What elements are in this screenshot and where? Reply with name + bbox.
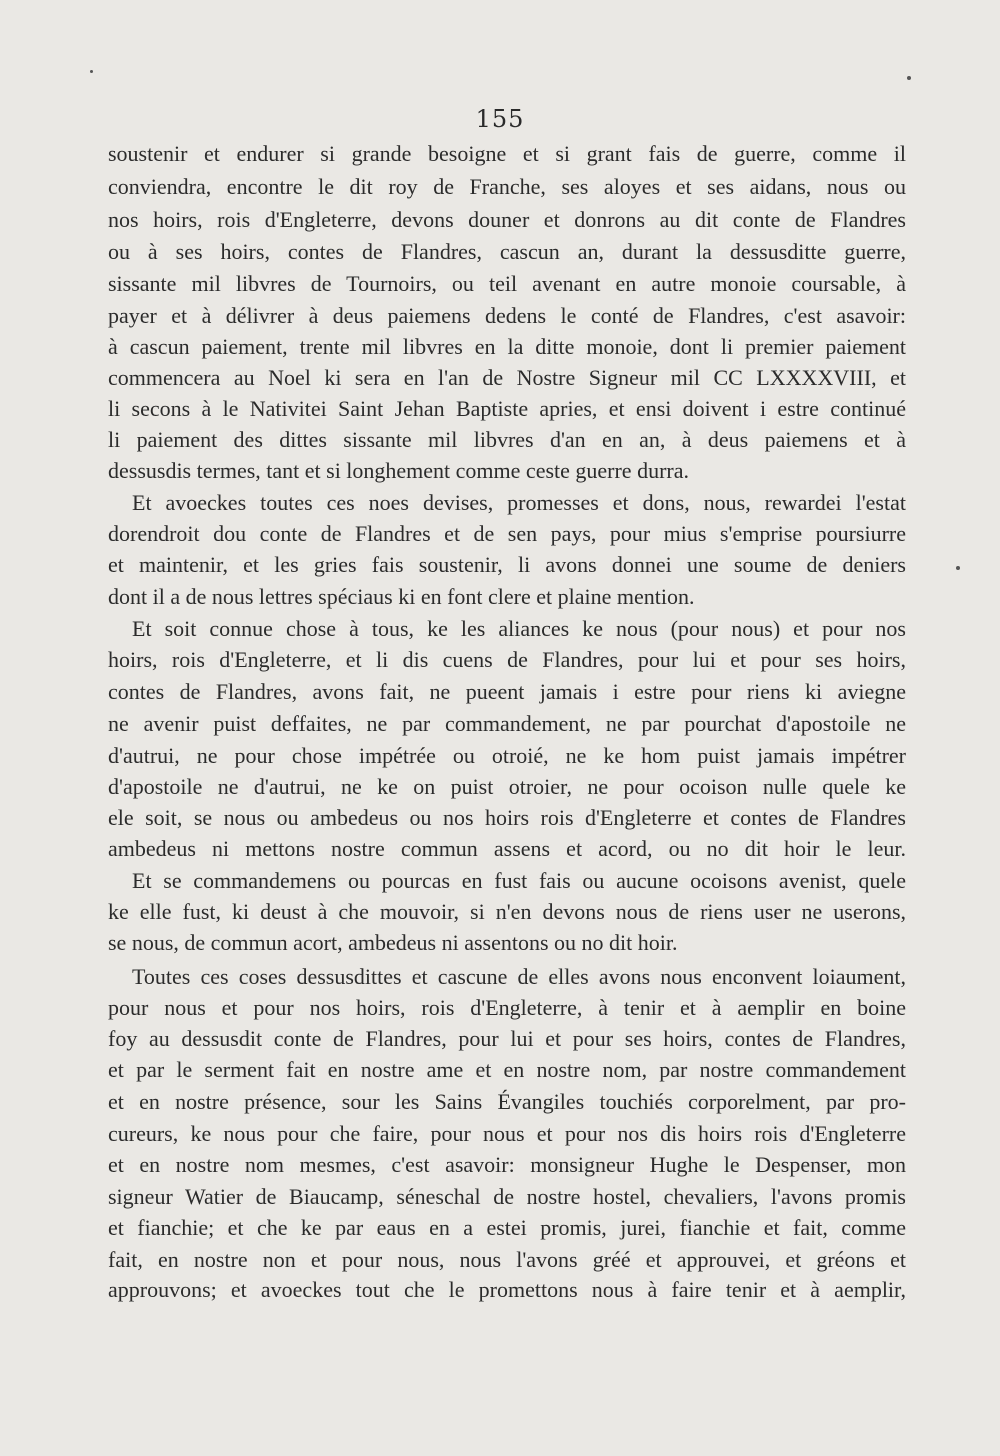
text-line: dessusdis termes, tant et si longhement comme ceste guerre durra. [108, 458, 689, 483]
text-line: et par le serment fait en nostre ame et en nostre nom, par nostre commandement [108, 1057, 906, 1082]
text-line: dont il a de nous lettres spéciaus ki en font clere et plaine mention. [108, 584, 695, 609]
text-line: hoirs, rois d'Engleterre, et li dis cuens de Flandres, pour lui et pour ses hoirs, [108, 647, 906, 672]
text-line: payer et à délivrer à deus paiemens dedens le conté de Flandres, c'est asavoir: [108, 303, 906, 328]
text-line: conviendra, encontre le dit roy de Franche, ses aloyes et ses aidans, nous ou [108, 174, 906, 199]
text-line: et maintenir, et les gries fais soustenir, li avons donnei une soume de deniers [108, 552, 906, 577]
text-line: à cascun paiement, trente mil libvres en la ditte monoie, dont li premier paiement [108, 334, 906, 359]
text-line: d'autrui, ne pour chose impétrée ou otroié, ne ke hom puist jamais impétrer [108, 743, 906, 768]
text-line: ele soit, se nous ou ambedeus ou nos hoirs rois d'Engleterre et contes de Flandres [108, 805, 906, 830]
text-line: contes de Flandres, avons fait, ne pueent jamais i estre pour riens ki aviegne [108, 679, 906, 704]
text-line: soustenir et endurer si grande besoigne et si grant fais de guerre, comme il [108, 141, 906, 166]
text-line: ke elle fust, ki deust à che mouvoir, si n'en devons nous de riens user ne userons, [108, 899, 906, 924]
text-line: et en nostre nom mesmes, c'est asavoir: monsigneur Hughe le Despenser, mon [108, 1152, 906, 1177]
text-line: signeur Watier de Biaucamp, séneschal de nostre hostel, chevaliers, l'avons promis [108, 1184, 906, 1209]
print-speck [907, 76, 911, 80]
text-line: d'apostoile ne d'autrui, ne ke on puist otroier, ne pour ocoison nulle quele ke [108, 774, 906, 799]
text-line: approuvons; et avoeckes tout che le promettons nous à faire tenir et à aemplir, [108, 1277, 906, 1302]
text-line: nos hoirs, rois d'Engleterre, devons douner et donrons au dit conte de Flandres [108, 207, 906, 232]
text-line: Toutes ces coses dessusdittes et cascune de elles avons nous enconvent loiaument, [132, 964, 906, 989]
page-number: 155 [475, 105, 525, 133]
text-line: Et soit connue chose à tous, ke les aliances ke nous (pour nous) et pour nos [132, 616, 906, 641]
text-line: ambedeus ni mettons nostre commun assens et acord, ou no dit hoir le leur. [108, 836, 906, 861]
text-line: commencera au Noel ki sera en l'an de Nostre Signeur mil CC LXXXXVIII, et [108, 365, 906, 390]
text-line: ne avenir puist deffaites, ne par commandement, ne par pourchat d'apostoile ne [108, 711, 906, 736]
text-line: ou à ses hoirs, contes de Flandres, cascun an, durant la dessusditte guerre, [108, 239, 906, 264]
text-line: et en nostre présence, sour les Sains Évangiles touchiés corporelment, par pro- [108, 1089, 906, 1114]
print-speck [956, 566, 960, 570]
text-line: se nous, de commun acort, ambedeus ni assentons ou no dit hoir. [108, 930, 678, 955]
print-speck [90, 70, 93, 73]
text-line: sissante mil libvres de Tournoirs, ou teil avenant en autre monoie coursable, à [108, 271, 906, 296]
text-line: Et avoeckes toutes ces noes devises, promesses et dons, nous, rewardei l'estat [132, 490, 906, 515]
text-line: et fianchie; et che ke par eaus en a estei promis, jurei, fianchie et fait, comme [108, 1215, 906, 1240]
text-line: dorendroit dou conte de Flandres et de sen pays, pour mius s'emprise poursiurre [108, 521, 906, 546]
text-line: li secons à le Nativitei Saint Jehan Baptiste apries, et ensi doivent i estre continué [108, 396, 906, 421]
text-line: Et se commandemens ou pourcas en fust fais ou aucune ocoisons avenist, quele [132, 868, 906, 893]
text-line: foy au dessusdit conte de Flandres, pour lui et pour ses hoirs, contes de Flandres, [108, 1026, 906, 1051]
text-line: li paiement des dittes sissante mil libvres d'an en an, à deus paiemens et à [108, 427, 906, 452]
text-line: fait, en nostre non et pour nous, nous l'avons gréé et approuvei, et gréons et [108, 1247, 906, 1272]
text-line: cureurs, ke nous pour che faire, pour nous et pour nos dis hoirs rois d'Engleterre [108, 1121, 906, 1146]
text-line: pour nous et pour nos hoirs, rois d'Engleterre, à tenir et à aemplir en boine [108, 995, 906, 1020]
